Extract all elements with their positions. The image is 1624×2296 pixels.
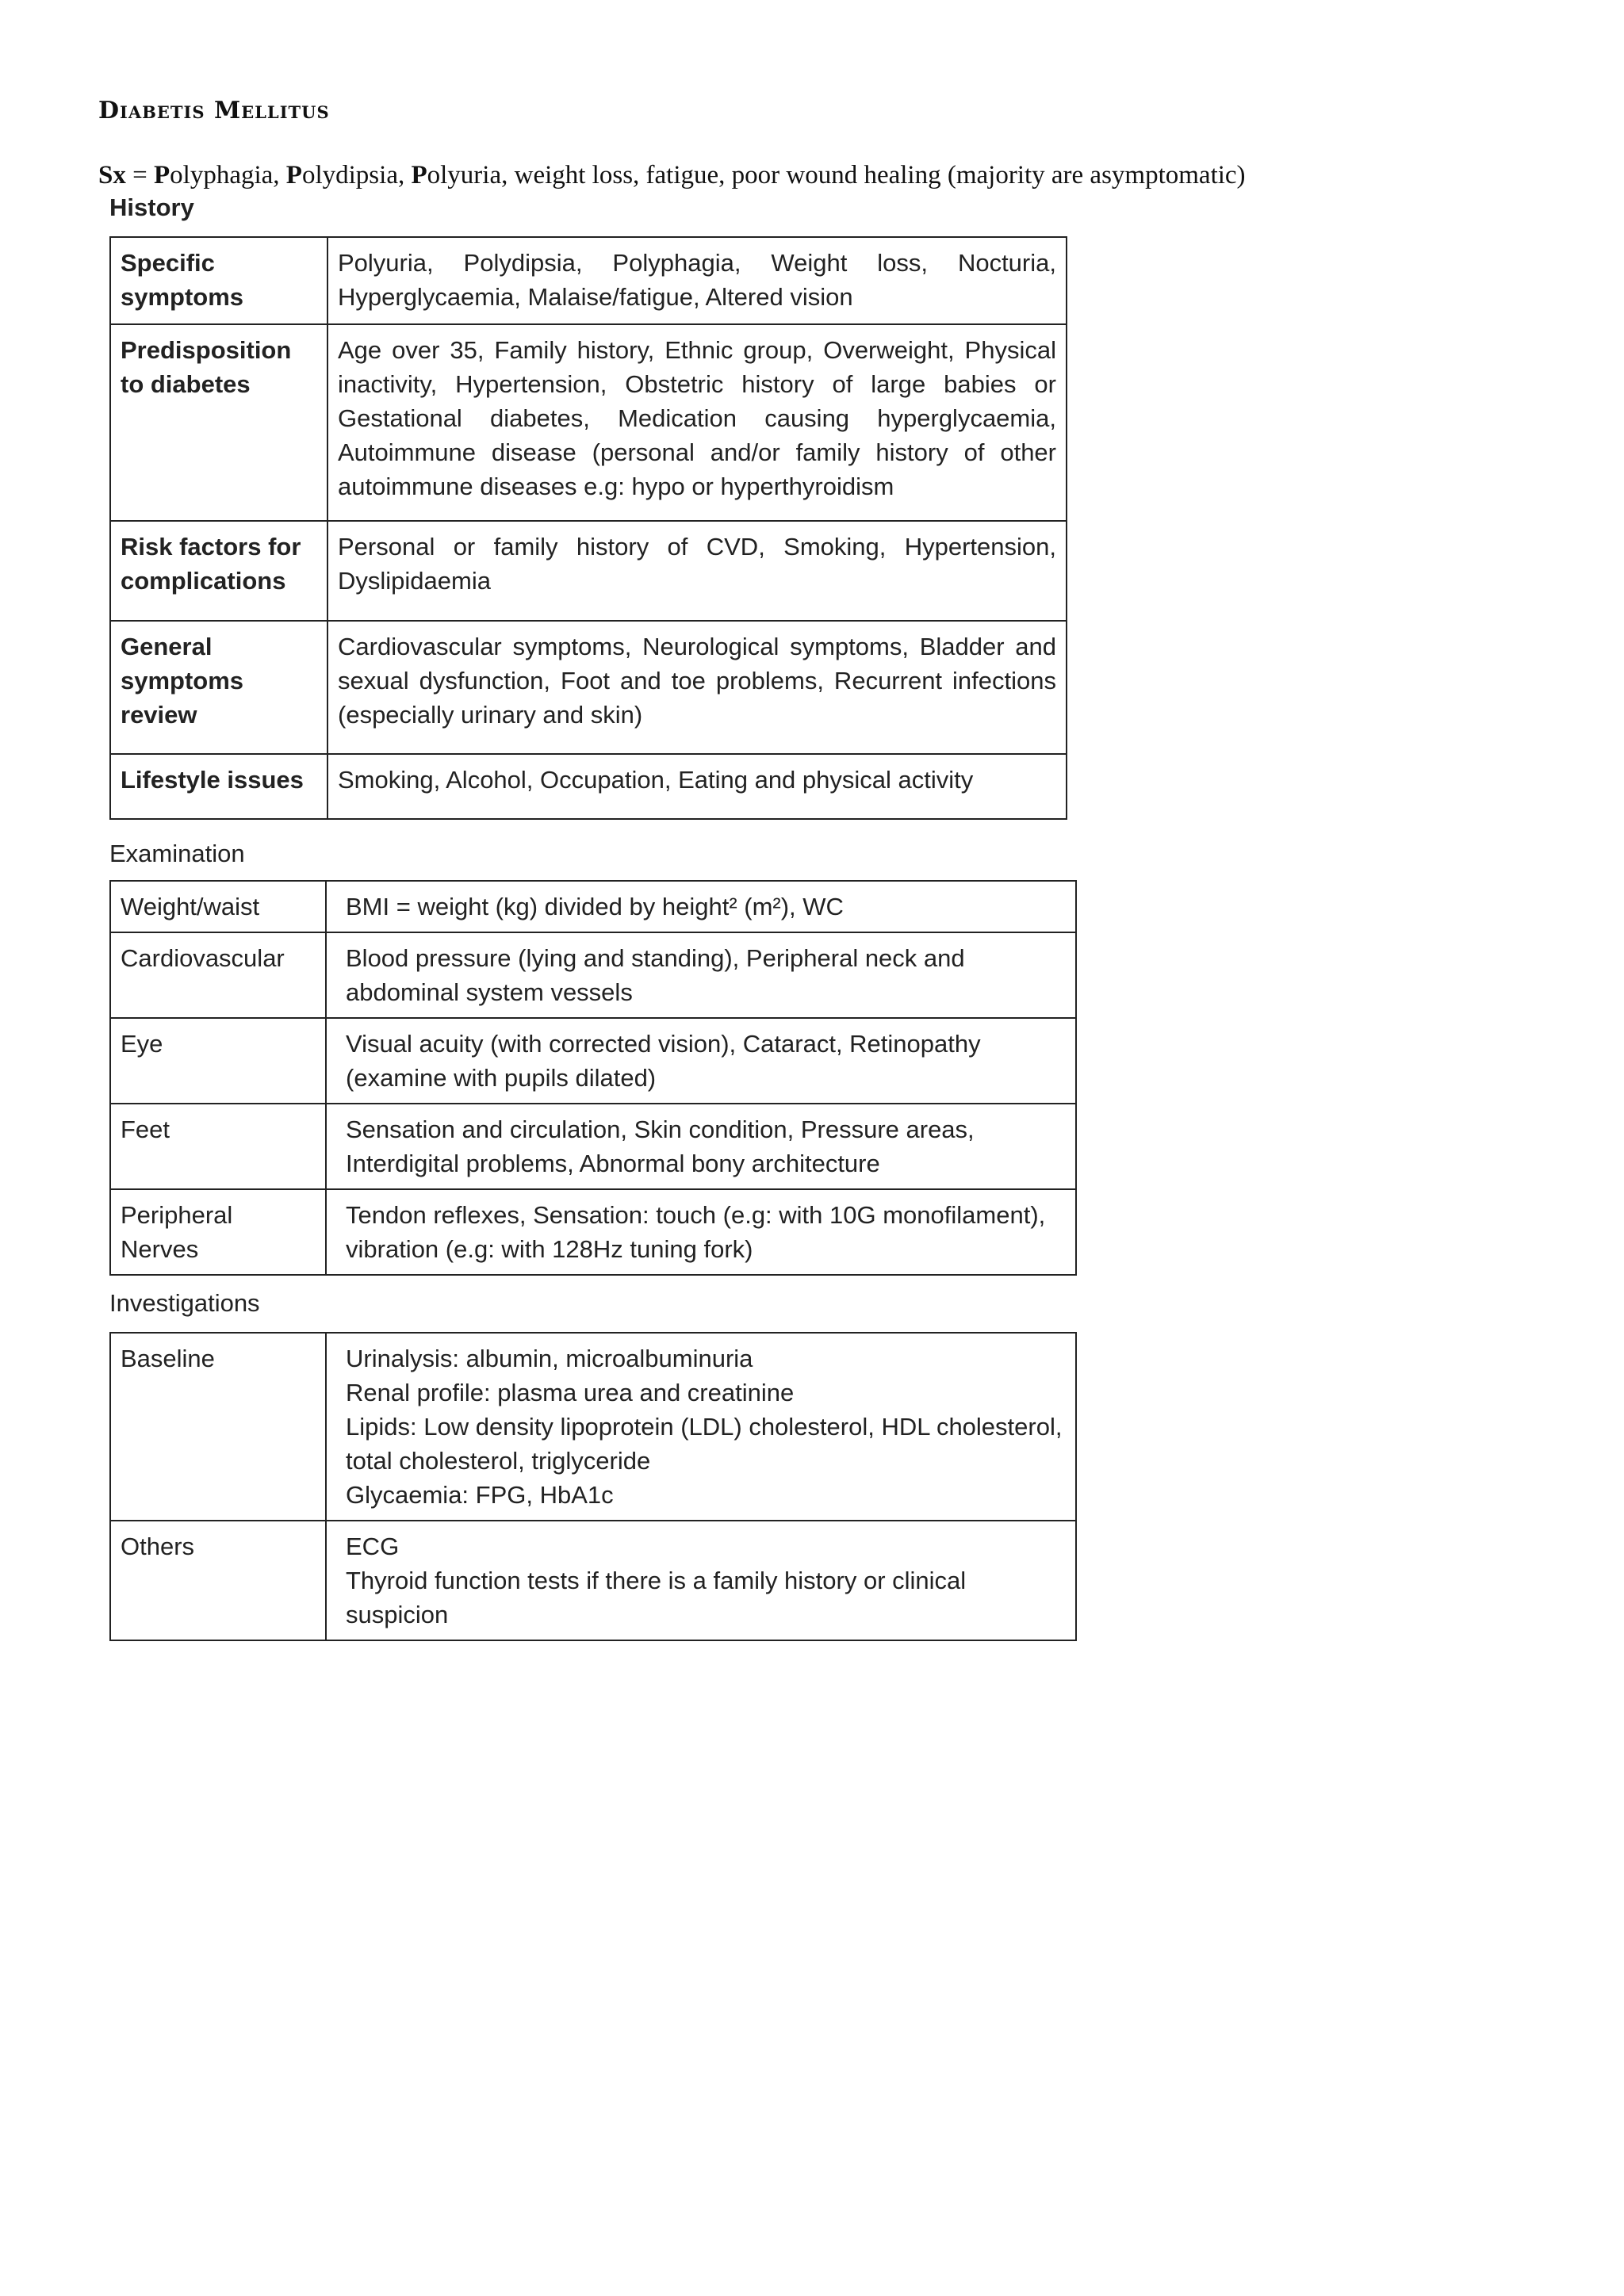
invest-line: Renal profile: plasma urea and creatinine — [346, 1379, 795, 1406]
exam-value-peripheral-nerves — [326, 1189, 1076, 1275]
exam-label-cardiovascular: Cardiovascular — [110, 932, 326, 1018]
invest-line: Urinalysis: albumin, microalbuminuria — [346, 1345, 753, 1372]
history-heading: History — [109, 193, 194, 221]
exam-value-cardiovascular — [326, 932, 1076, 1018]
table-row — [110, 881, 1076, 932]
exam-value-feet — [326, 1104, 1076, 1189]
history-label-general-symptoms: General symptoms review — [110, 621, 327, 754]
invest-line: Lipids: Low density lipoprotein (LDL) cholesterol, HDL cholesterol, — [346, 1413, 1063, 1441]
invest-value-baseline — [326, 1333, 1076, 1521]
history-value-general-symptoms: Cardiovascular symptoms, Neurological symptoms, Bladder and sexual dysfunction, Foot and toe problems, Recurrent infections (especially urinary and skin) — [327, 621, 1067, 754]
invest-line: suspicion — [346, 1601, 449, 1628]
history-label-predisposition: Predisposition to diabetes — [110, 324, 327, 521]
examination-heading: Examination — [109, 840, 245, 867]
exam-line: Tendon reflexes, Sensation: touch (e.g: with 10G monofilament), — [346, 1201, 1046, 1229]
exam-label-eye: Eye — [110, 1018, 326, 1104]
sx-initial-3: P — [411, 161, 427, 189]
table-row — [110, 521, 1067, 621]
document-title: Diabetis Mellitus — [98, 97, 330, 124]
history-label-risk-factors: Risk factors for complications — [110, 521, 327, 621]
table-row — [110, 621, 1067, 754]
exam-line: Interdigital problems, Abnormal bony architecture — [346, 1150, 880, 1177]
sx-text-2: olydipsia, — [301, 161, 412, 189]
table-row — [110, 237, 1067, 324]
exam-value-eye — [326, 1018, 1076, 1104]
sx-initial-2: P — [285, 161, 302, 189]
exam-label-feet: Feet — [110, 1104, 326, 1189]
history-value-risk-factors: Personal or family history of CVD, Smoking, Hypertension, Dyslipidaemia — [327, 521, 1067, 621]
history-value-lifestyle: Smoking, Alcohol, Occupation, Eating and physical activity — [327, 754, 1067, 819]
exam-value-weight-waist — [326, 881, 1076, 932]
table-row — [110, 1018, 1076, 1104]
exam-line: (examine with pupils dilated) — [346, 1064, 657, 1092]
sx-equals: = — [125, 161, 154, 189]
exam-line: vibration (e.g: with 128Hz tuning fork) — [346, 1235, 753, 1263]
table-row — [110, 1521, 1076, 1640]
invest-line: Thyroid function tests if there is a family history or clinical — [346, 1567, 967, 1594]
exam-line: abdominal system vessels — [346, 978, 633, 1006]
history-value-predisposition: Age over 35, Family history, Ethnic group, Overweight, Physical inactivity, Hypertension, Obstetric history of large babies or Gestational diabetes, Medication causing hyperglycaemia, Autoimmune disease (personal and/or family history of other autoimmune diseases e.g: hypo or hyperthyroidism — [327, 324, 1067, 521]
examination-table — [109, 880, 1077, 1276]
sx-text-3: olyuria, weight loss, fatigue, poor wound healing (majority are asymptomatic) — [427, 161, 1246, 189]
exam-line: Sensation and circulation, Skin condition, Pressure areas, — [346, 1115, 975, 1143]
exam-line: Visual acuity (with corrected vision), Cataract, Retinopathy — [346, 1030, 981, 1058]
invest-value-others — [326, 1521, 1076, 1640]
history-label-lifestyle: Lifestyle issues — [110, 754, 327, 819]
invest-label-others: Others — [110, 1521, 326, 1640]
invest-label-baseline: Baseline — [110, 1333, 326, 1521]
sx-initial-1: P — [153, 161, 170, 189]
table-row — [110, 1333, 1076, 1521]
investigations-table — [109, 1332, 1077, 1641]
table-row — [110, 1189, 1076, 1275]
table-row — [110, 324, 1067, 521]
history-value-specific-symptoms: Polyuria, Polydipsia, Polyphagia, Weight loss, Nocturia, Hyperglycaemia, Malaise/fatigue, Altered vision — [327, 237, 1067, 324]
table-row — [110, 754, 1067, 819]
history-table — [109, 236, 1067, 820]
invest-line: Glycaemia: FPG, HbA1c — [346, 1481, 614, 1509]
invest-line: ECG — [346, 1533, 400, 1560]
table-row — [110, 1104, 1076, 1189]
exam-label-peripheral-nerves: Peripheral Nerves — [110, 1189, 326, 1275]
table-row — [110, 932, 1076, 1018]
exam-line: BMI = weight (kg) divided by height² (m²), WC — [346, 893, 844, 920]
exam-label-weight-waist: Weight/waist — [110, 881, 326, 932]
invest-line: total cholesterol, triglyceride — [346, 1447, 651, 1475]
sx-label: Sx — [98, 161, 126, 189]
history-label-specific-symptoms: Specific symptoms — [110, 237, 327, 324]
sx-text-1: olyphagia, — [170, 161, 286, 189]
symptoms-summary — [98, 161, 1246, 190]
investigations-heading: Investigations — [109, 1289, 260, 1317]
exam-line: Blood pressure (lying and standing), Peripheral neck and — [346, 944, 965, 972]
